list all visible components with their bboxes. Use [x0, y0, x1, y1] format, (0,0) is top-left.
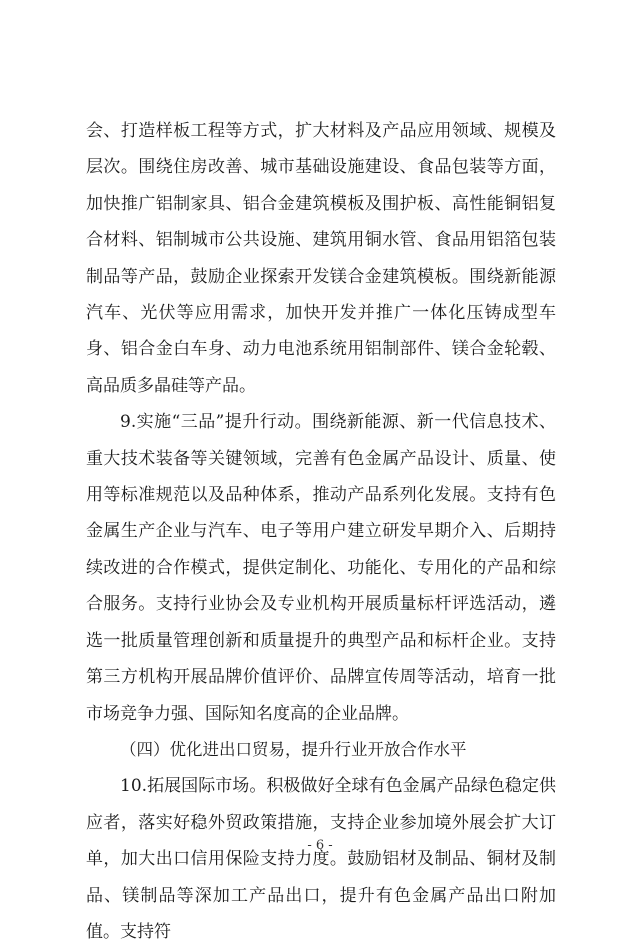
paragraph-three-products-action: 9.实施“三品”提升行动。围绕新能源、新一代信息技术、重大技术装备等关键领域，完善有色金属产品设计、质量、使用等标准规范以及品种体系，推动产品系列化发展。支持有色金属生产企业与汽车、电子等用户建立研发早期介入、后期持续改进的合作模式，提供定制化、功能化、专用化的产品和综合服务。支持行业协会及专业机构开展质量标杆评选活动，遴选一批质量管理创新和质量提升的典型产品和标杆企业。支持第三方机构开展品牌价值评价、品牌宣传周等活动，培育一批市场竞争力强、国际知名度高的企业品牌。 [86, 412, 556, 724]
paragraph-materials-application: 会、打造样板工程等方式，扩大材料及产品应用领域、规模及层次。围绕住房改善、城市基础设施建设、食品包装等方面，加快推广铝制家具、铝合金建筑模板及围护板、高性能铜铝复合材料、铝制城市公共设施、建筑用铜水管、食品用铝箔包装制品等产品，鼓励企业探索开发镁合金建筑模板。围绕新能源汽车、光伏等应用需求，加快开发并推广一体化压铸成型车身、铝合金白车身、动力电池系统用铝制部件、镁合金轮毂、高品质多晶硅等产品。 [86, 121, 556, 396]
page-number: - 6 - [307, 838, 333, 853]
document-body [86, 113, 556, 950]
paragraph-international-market: 10.拓展国际市场。积极做好全球有色金属产品绿色稳定供应者，落实好稳外贸政策措施，支持企业参加境外展会扩大订单，加大出口信用保险支持力度。鼓励铝材及制品、铜材及制品、镁制品等深加工产品出口，提升有色金属产品出口附加值。支持符 [86, 776, 556, 942]
section-heading-trade: （四）优化进出口贸易，提升行业开放合作水平 [120, 739, 467, 759]
